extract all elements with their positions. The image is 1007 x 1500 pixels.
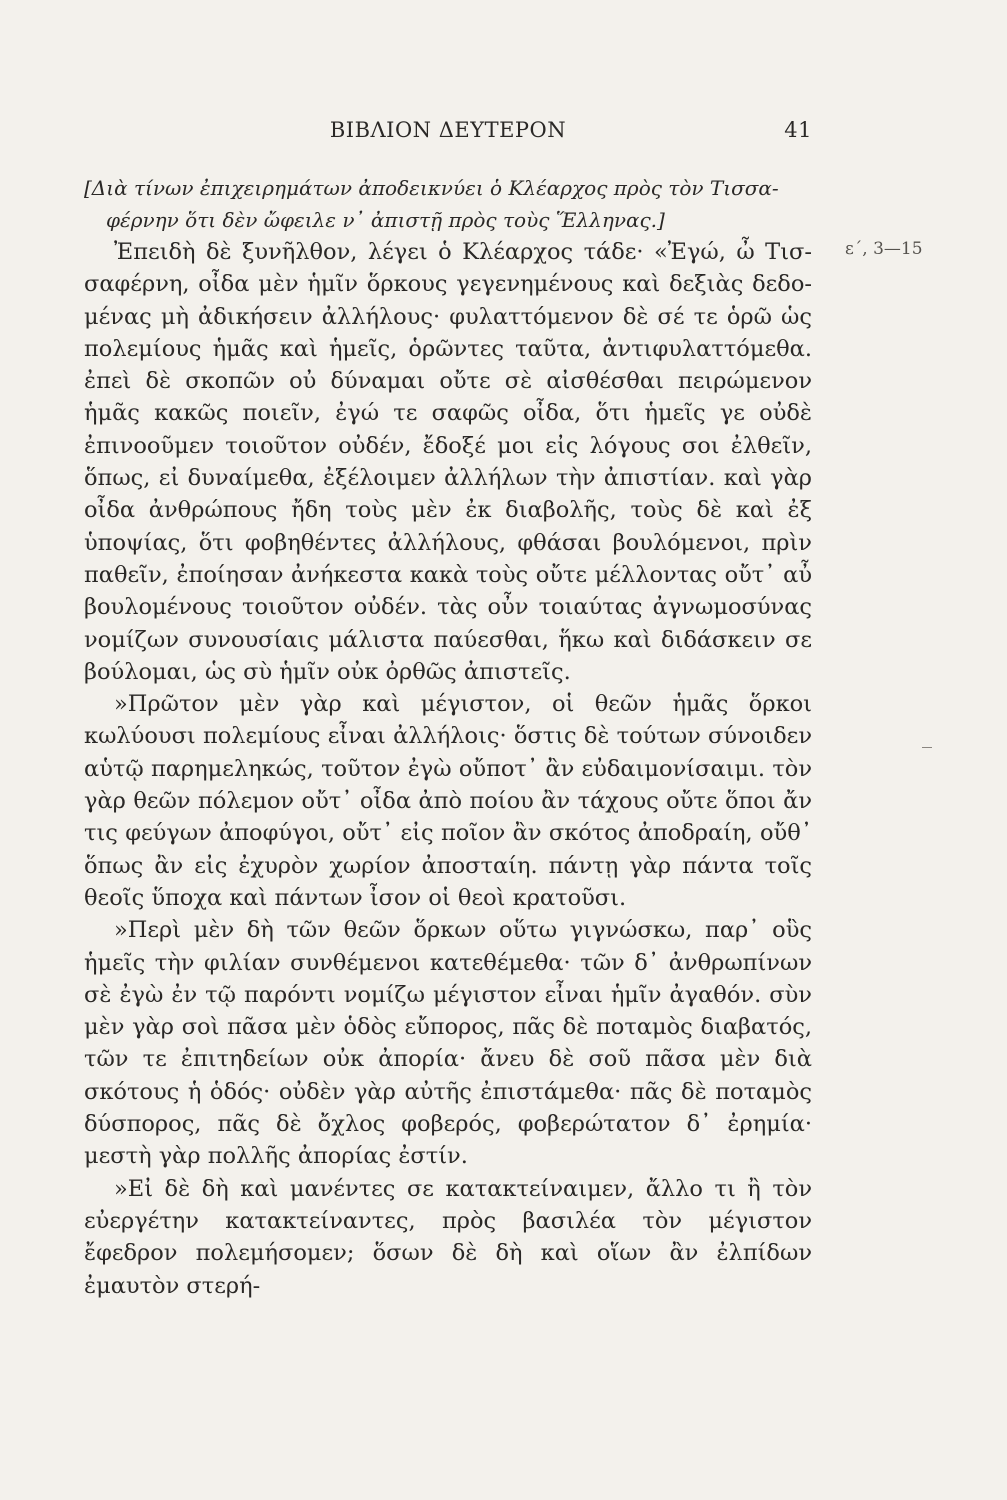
summary-line-1: [Διὰ τίνων ἐπιχειρημάτων ἀποδεικνύει ὁ Κλέαρχος πρὸς τὸν Τισσα-: [84, 176, 779, 200]
summary-line-2: φέρνην ὅτι δὲν ὤφειλε ν᾽ ἀπιστῇ πρὸς τοὺς Ἕλληνας.]: [106, 208, 665, 232]
margin-reference: ε΄, 3—15: [845, 239, 923, 259]
running-title: ΒΙΒΛΙΟΝ ΔΕΥΤΕΡΟΝ: [329, 118, 567, 142]
paragraph: »Εἰ δὲ δὴ καὶ μανέντες σε κατακτείναιμεν, ἄλλο τι ἢ τὸν εὐεργέτην κατακτείναντες, πρὸς βασιλέα τὸν μέγιστον ἔφεδρον πολεμήσομεν; ὅσων δὲ δὴ καὶ οἵων ἂν ἐλπίδων ἐμαυτὸν στερή-: [84, 1175, 812, 1299]
section-summary: [84, 172, 812, 236]
page-number: 41: [784, 118, 812, 142]
paragraph: »Πρῶτον μὲν γὰρ καὶ μέγιστον, οἱ θεῶν ἡμᾶς ὅρκοι κωλύουσι πολεμίους εἶναι ἀλλήλοις· ὅστις δὲ τούτων σύνοιδεν αὑτῷ παρημεληκώς, τοῦτον ἐγὼ οὔποτ᾽ ἂν εὐδαιμονίσαιμι. τὸν γὰρ θεῶν πόλεμον οὔτ᾽ οἶδα ἀπὸ ποίου ἂν τάχους οὔτε ὅποι ἄν τις φεύγων ἀποφύγοι, οὔτ᾽ εἰς ποῖον ἂν σκότος ἀποδραίη, οὔθ᾽ ὅπως ἂν εἰς ἐχυρὸν χωρίον ἀποσταίη. πάντῃ γὰρ πάντα τοῖς θεοῖς ὕποχα καὶ πάντων ἶσον οἱ θεοὶ κρατοῦσι.: [84, 691, 812, 911]
paragraph: Ἐπειδὴ δὲ ξυνῆλθον, λέγει ὁ Κλέαρχος τάδε· «Ἐγώ, ὦ Τισσαφέρνη, οἶδα μὲν ἡμῖν ὅρκους γεγενημένους καὶ δεξιὰς δεδομένας μὴ ἀδικήσειν ἀλλήλους· φυλαττόμενον δὲ σέ τε ὁρῶ ὡς πολεμίους ἡμᾶς καὶ ἡμεῖς, ὁρῶντες ταῦτα, ἀντιφυλαττόμεθα. ἐπεὶ δὲ σκοπῶν οὐ δύναμαι οὔτε σὲ αἰσθέσθαι πειρώμενον ἡμᾶς κακῶς ποιεῖν, ἐγώ τε σαφῶς οἶδα, ὅτι ἡμεῖς γε οὐδὲ ἐπινοοῦμεν τοιοῦτον οὐδέν, ἔδοξέ μοι εἰς λόγους σοι ἐλθεῖν, ὅπως, εἰ δυναίμεθα, ἐξέλοιμεν ἀλλήλων τὴν ἀπιστίαν. καὶ γὰρ οἶδα ἀνθρώπους ἤδη τοὺς μὲν ἐκ διαβολῆς, τοὺς δὲ καὶ ἐξ ὑποψίας, ὅτι φοβηθέντες ἀλλήλους, φθάσαι βουλόμενοι, πρὶν παθεῖν, ἐποίησαν ἀνήκεστα κακὰ τοὺς οὔτε μέλλοντας οὔτ᾽ αὖ βουλομένους τοιοῦτον οὐδέν. τὰς οὖν τοιαύτας ἀγνωμοσύνας νομίζων συνουσίαις μάλιστα παύεσθαι, ἥκω καὶ διδάσκειν σε βούλομαι, ὡς σὺ ἡμῖν οὐκ ὀρθῶς ἀπιστεῖς.: [84, 239, 812, 685]
paragraph: »Περὶ μὲν δὴ τῶν θεῶν ὅρκων οὕτω γιγνώσκω, παρ᾽ οὓς ἡμεῖς τὴν φιλίαν συνθέμενοι κατεθέμεθα· τῶν δ᾽ ἀνθρωπίνων σὲ ἐγὼ ἐν τῷ παρόντι νομίζω μέγιστον εἶναι ἡμῖν ἀγαθόν. σὺν μὲν γὰρ σοὶ πᾶσα μὲν ὁδὸς εὔπορος, πᾶς δὲ ποταμὸς διαβατός, τῶν τε ἐπιτηδείων οὐκ ἀπορία· ἄνευ δὲ σοῦ πᾶσα μὲν διὰ σκότους ἡ ὁδός· οὐδὲν γὰρ αὐτῆς ἐπιστάμεθα· πᾶς δὲ ποταμὸς δύσπορος, πᾶς δὲ ὄχλος φοβερός, φοβερώτατον δ᾽ ἐρημία· μεστὴ γὰρ πολλῆς ἀπορίας ἐστίν.: [84, 917, 812, 1170]
main-text: [84, 236, 812, 1302]
margin-mark: [922, 747, 932, 748]
